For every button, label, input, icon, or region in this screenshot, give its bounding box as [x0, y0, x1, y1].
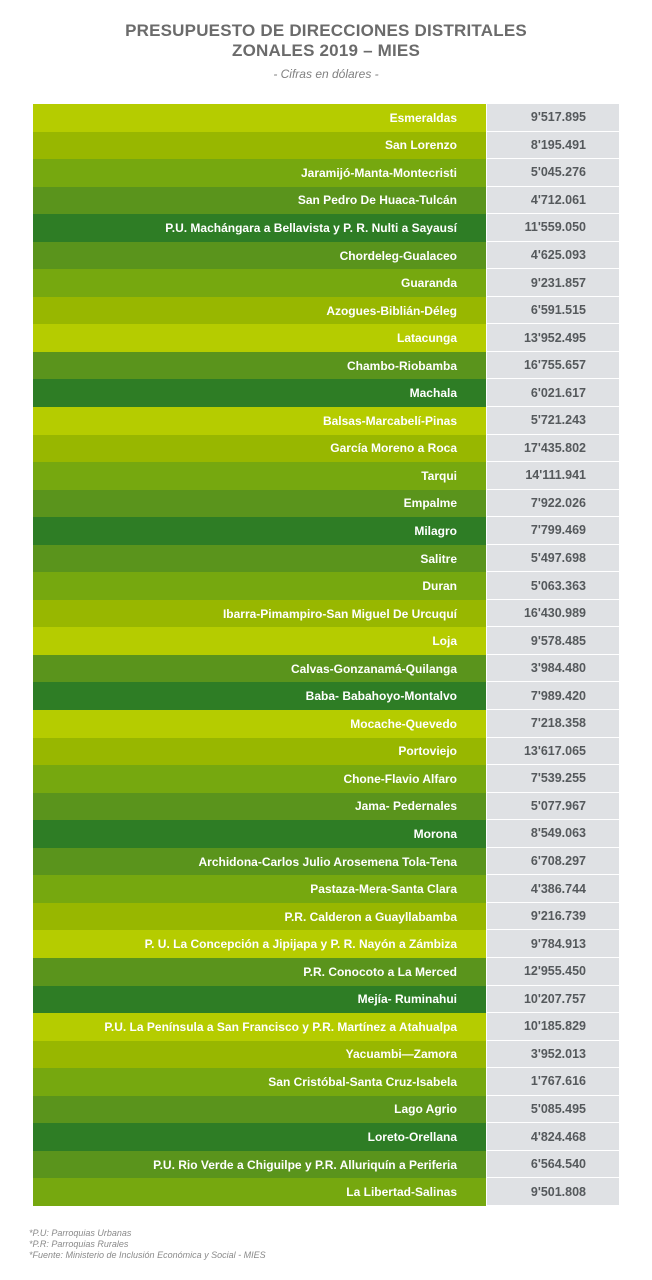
district-name: Baba- Babahoyo-Montalvo: [33, 682, 486, 710]
district-name: Milagro: [33, 517, 486, 545]
budget-value: 4'625.093: [486, 242, 619, 270]
district-name: Machala: [33, 379, 486, 407]
budget-value: 8'549.063: [486, 820, 619, 848]
district-name: La Libertad-Salinas: [33, 1178, 486, 1206]
district-name: Yacuambi—Zamora: [33, 1041, 486, 1069]
budget-value: 6'021.617: [486, 379, 619, 407]
district-name: Guaranda: [33, 269, 486, 297]
district-name: San Lorenzo: [33, 132, 486, 160]
budget-value: 9'501.808: [486, 1178, 619, 1206]
chart-title-line2: ZONALES 2019 – MIES: [231, 41, 421, 60]
budget-value: 10'185.829: [486, 1013, 619, 1041]
budget-value: 5'497.698: [486, 545, 619, 573]
district-name: P.U. La Península a San Francisco y P.R. Martínez a Atahualpa: [33, 1013, 486, 1041]
district-name: Portoviejo: [33, 738, 486, 766]
district-name: Jama- Pedernales: [33, 793, 486, 821]
district-name: P.U. Rio Verde a Chiguilpe y P.R. Alluriquín a Periferia: [33, 1151, 486, 1179]
budget-value: 16'430.989: [486, 600, 619, 628]
table-row: [33, 545, 619, 573]
budget-value: 5'077.967: [486, 793, 619, 821]
budget-value: 5'721.243: [486, 407, 619, 435]
table-row: [33, 324, 619, 352]
district-name: Loja: [33, 627, 486, 655]
table-row: [33, 104, 619, 132]
budget-value: 7'799.469: [486, 517, 619, 545]
district-name: Morona: [33, 820, 486, 848]
budget-value: 9'216.739: [486, 903, 619, 931]
footnotes: [29, 1228, 266, 1261]
district-name: Lago Agrio: [33, 1096, 486, 1124]
table-row: [33, 682, 619, 710]
budget-value: 9'517.895: [486, 104, 619, 132]
budget-value: 8'195.491: [486, 132, 619, 160]
district-name: Chambo-Riobamba: [33, 352, 486, 380]
budget-value: 10'207.757: [486, 986, 619, 1014]
budget-value: 5'063.363: [486, 572, 619, 600]
table-row: [33, 132, 619, 160]
budget-value: 7'989.420: [486, 682, 619, 710]
table-row: [33, 1123, 619, 1151]
table-row: [33, 738, 619, 766]
table-row: [33, 379, 619, 407]
district-name: Empalme: [33, 490, 486, 518]
district-name: P. U. La Concepción a Jipijapa y P. R. Nayón a Zámbiza: [33, 930, 486, 958]
footnote-source: *Fuente: Ministerio de Inclusión Económica y Social - MIES: [29, 1250, 266, 1260]
district-name: Salitre: [33, 545, 486, 573]
district-name: P.U. Machángara a Bellavista y P. R. Nulti a Sayausí: [33, 214, 486, 242]
chart-header: [0, 0, 652, 81]
table-row: [33, 490, 619, 518]
table-row: [33, 517, 619, 545]
table-row: [33, 930, 619, 958]
budget-table: [33, 104, 619, 1206]
district-name: P.R. Conocoto a La Merced: [33, 958, 486, 986]
district-name: Jaramijó-Manta-Montecristi: [33, 159, 486, 187]
district-name: Chone-Flavio Alfaro: [33, 765, 486, 793]
district-name: Pastaza-Mera-Santa Clara: [33, 875, 486, 903]
table-row: [33, 462, 619, 490]
budget-value: 9'784.913: [486, 930, 619, 958]
budget-value: 9'231.857: [486, 269, 619, 297]
district-name: García Moreno a Roca: [33, 435, 486, 463]
budget-value: 4'712.061: [486, 187, 619, 215]
table-row: [33, 793, 619, 821]
table-row: [33, 765, 619, 793]
table-row: [33, 1178, 619, 1206]
district-name: Tarqui: [33, 462, 486, 490]
district-name: Balsas-Marcabelí-Pinas: [33, 407, 486, 435]
table-row: [33, 875, 619, 903]
table-row: [33, 1151, 619, 1179]
district-name: Ibarra-Pimampiro-San Miguel De Urcuquí: [33, 600, 486, 628]
district-name: Esmeraldas: [33, 104, 486, 132]
district-name: P.R. Calderon a Guayllabamba: [33, 903, 486, 931]
table-row: [33, 600, 619, 628]
district-name: San Pedro De Huaca-Tulcán: [33, 187, 486, 215]
district-name: Calvas-Gonzanamá-Quilanga: [33, 655, 486, 683]
table-row: [33, 435, 619, 463]
footnote-pr: *P.R: Parroquias Rurales: [29, 1239, 129, 1249]
table-row: [33, 214, 619, 242]
budget-value: 1'767.616: [486, 1068, 619, 1096]
budget-value: 7'539.255: [486, 765, 619, 793]
district-name: San Cristóbal-Santa Cruz-Isabela: [33, 1068, 486, 1096]
budget-value: 7'922.026: [486, 490, 619, 518]
district-name: Azogues-Biblián-Déleg: [33, 297, 486, 325]
district-name: Loreto-Orellana: [33, 1123, 486, 1151]
table-row: [33, 1068, 619, 1096]
budget-value: 7'218.358: [486, 710, 619, 738]
budget-value: 3'952.013: [486, 1041, 619, 1069]
budget-value: 13'617.065: [486, 738, 619, 766]
district-name: Mocache-Quevedo: [33, 710, 486, 738]
table-row: [33, 710, 619, 738]
table-row: [33, 352, 619, 380]
district-name: Duran: [33, 572, 486, 600]
budget-value: 17'435.802: [486, 435, 619, 463]
district-name: Mejía- Ruminahui: [33, 986, 486, 1014]
budget-value: 6'564.540: [486, 1151, 619, 1179]
table-row: [33, 848, 619, 876]
budget-value: 6'591.515: [486, 297, 619, 325]
table-row: [33, 1041, 619, 1069]
table-row: [33, 572, 619, 600]
budget-value: 5'085.495: [486, 1096, 619, 1124]
table-row: [33, 958, 619, 986]
chart-title-line1: PRESUPUESTO DE DIRECCIONES DISTRITALES: [125, 21, 527, 40]
budget-value: 13'952.495: [486, 324, 619, 352]
table-row: [33, 903, 619, 931]
table-row: [33, 655, 619, 683]
budget-value: 5'045.276: [486, 159, 619, 187]
table-row: [33, 297, 619, 325]
table-row: [33, 627, 619, 655]
district-name: Latacunga: [33, 324, 486, 352]
table-row: [33, 242, 619, 270]
table-row: [33, 1096, 619, 1124]
budget-value: 9'578.485: [486, 627, 619, 655]
table-row: [33, 820, 619, 848]
footnote-pu: *P.U: Parroquias Urbanas: [29, 1228, 132, 1238]
table-row: [33, 269, 619, 297]
budget-value: 14'111.941: [486, 462, 619, 490]
table-row: [33, 1013, 619, 1041]
budget-value: 11'559.050: [486, 214, 619, 242]
chart-subtitle: - Cifras en dólares -: [273, 67, 379, 81]
budget-value: 4'824.468: [486, 1123, 619, 1151]
budget-value: 16'755.657: [486, 352, 619, 380]
table-row: [33, 407, 619, 435]
budget-value: 3'984.480: [486, 655, 619, 683]
table-row: [33, 159, 619, 187]
budget-value: 6'708.297: [486, 848, 619, 876]
district-name: Archidona-Carlos Julio Arosemena Tola-Tena: [33, 848, 486, 876]
budget-value: 12'955.450: [486, 958, 619, 986]
district-name: Chordeleg-Gualaceo: [33, 242, 486, 270]
budget-value: 4'386.744: [486, 875, 619, 903]
table-row: [33, 187, 619, 215]
table-row: [33, 986, 619, 1014]
